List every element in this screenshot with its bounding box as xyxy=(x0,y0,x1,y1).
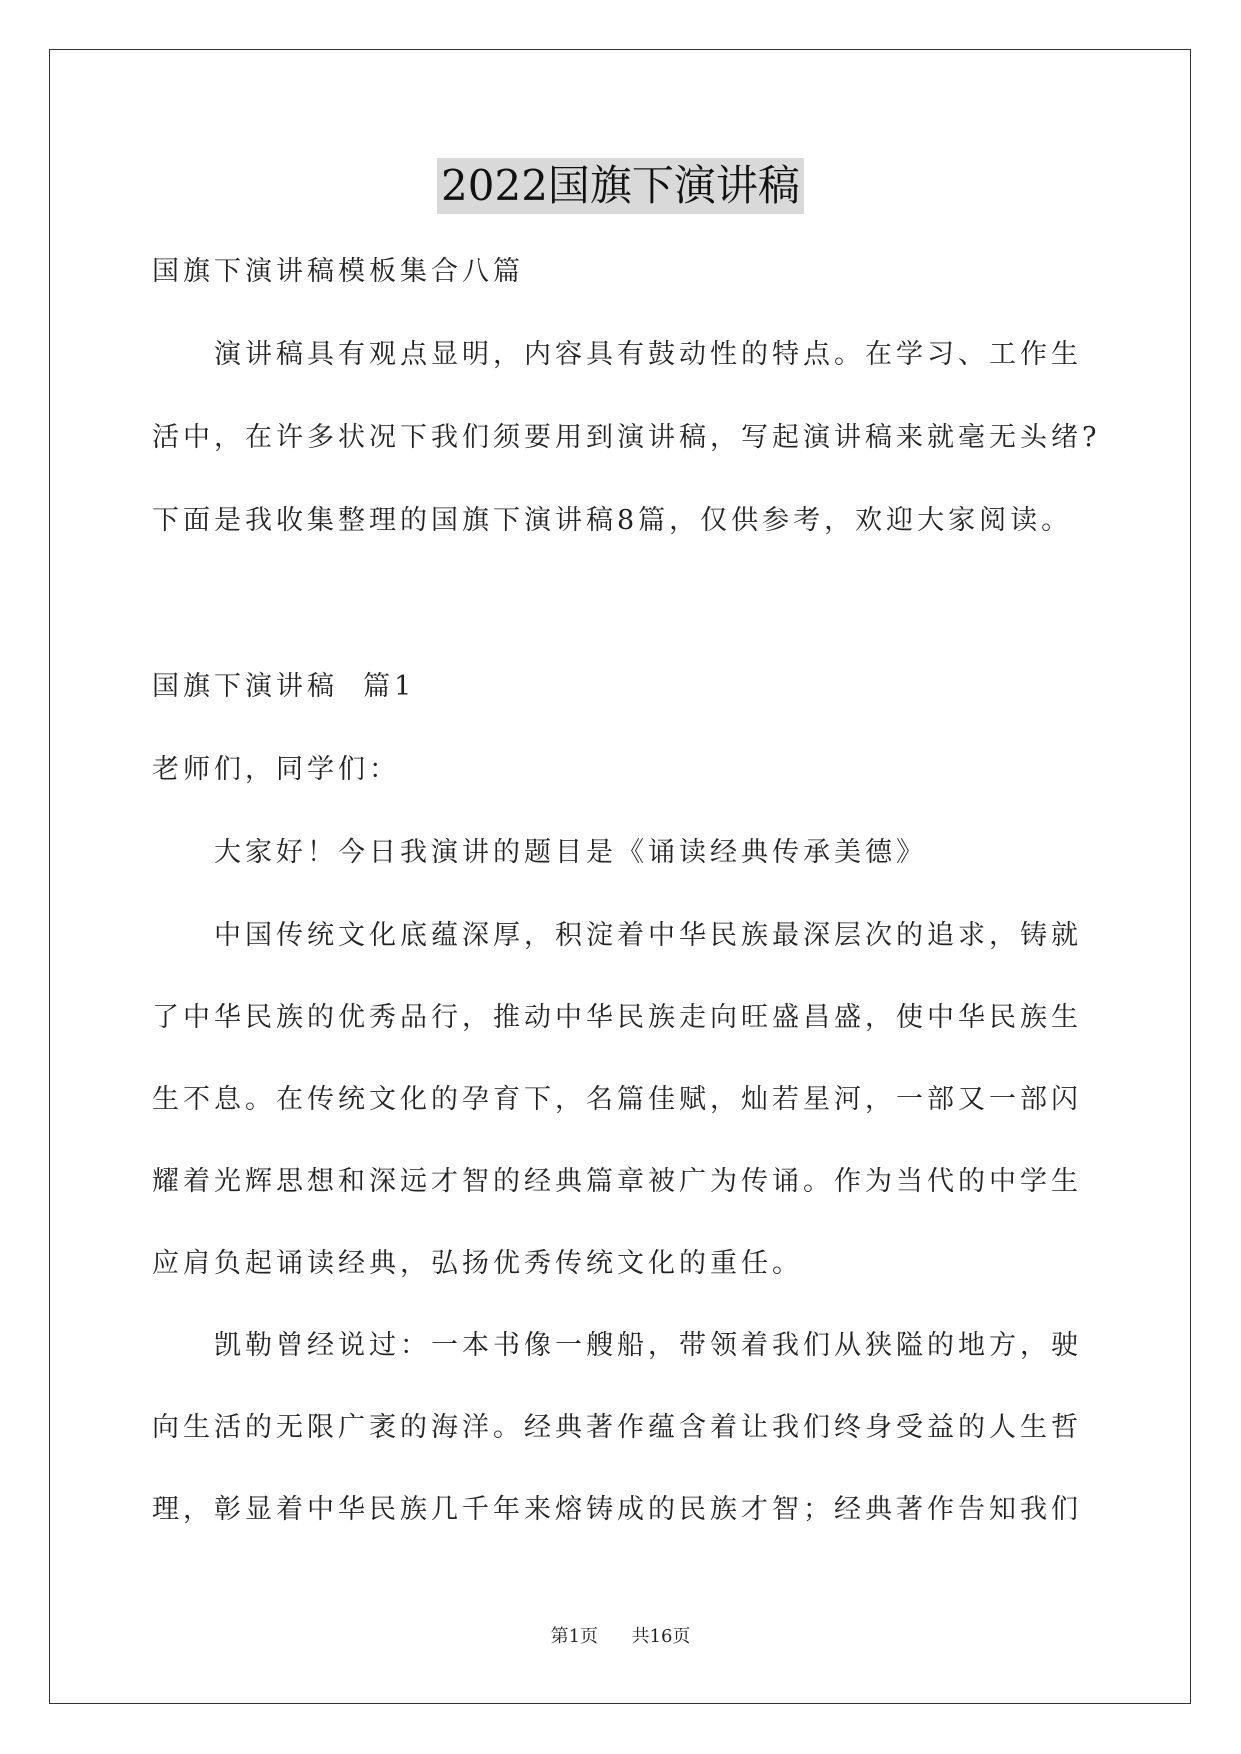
para1-line-3: 生不息。在传统文化的孕育下，名篇佳赋，灿若星河，一部又一部闪 xyxy=(152,1084,1082,1115)
salutation: 老师们，同学们： xyxy=(152,754,400,785)
para1-line-5: 应肩负起诵读经典，弘扬优秀传统文化的重任。 xyxy=(152,1248,803,1279)
title-container xyxy=(0,158,1241,214)
para1-line-1: 中国传统文化底蕴深厚，积淀着中华民族最深层次的追求，铸就 xyxy=(214,920,1082,951)
document-subtitle: 国旗下演讲稿模板集合八篇 xyxy=(152,256,524,287)
para1-line-4: 耀着光辉思想和深远才智的经典篇章被广为传诵。作为当代的中学生 xyxy=(152,1166,1082,1197)
page-total: 共16页 xyxy=(631,1626,691,1647)
intro-line-3: 下面是我收集整理的国旗下演讲稿8篇，仅供参考，欢迎大家阅读。 xyxy=(152,505,1073,536)
page-footer xyxy=(0,1622,1241,1648)
para1-line-2: 了中华民族的优秀品行，推动中华民族走向旺盛昌盛，使中华民族生 xyxy=(152,1002,1082,1033)
greeting: 大家好！今日我演讲的题目是《诵读经典传承美德》 xyxy=(214,837,927,868)
document-body xyxy=(152,230,1101,1551)
para2-line-3: 理，彰显着中华民族几千年来熔铸成的民族才智；经典著作告知我们 xyxy=(152,1494,1082,1525)
document-title: 2022国旗下演讲稿 xyxy=(437,158,804,214)
section-heading: 国旗下演讲稿 篇1 xyxy=(152,671,416,702)
intro-line-2: 活中，在许多状况下我们须要用到演讲稿，写起演讲稿来就毫无头绪? xyxy=(152,422,1101,453)
intro-line-1: 演讲稿具有观点显明，内容具有鼓动性的特点。在学习、工作生 xyxy=(214,339,1082,370)
blank-line xyxy=(152,562,1092,645)
para2-line-2: 向生活的无限广袤的海洋。经典著作蕴含着让我们终身受益的人生哲 xyxy=(152,1412,1082,1443)
page-number: 第1页 xyxy=(550,1626,599,1647)
para2-line-1: 凯勒曾经说过：一本书像一艘船，带领着我们从狭隘的地方，驶 xyxy=(214,1330,1082,1361)
